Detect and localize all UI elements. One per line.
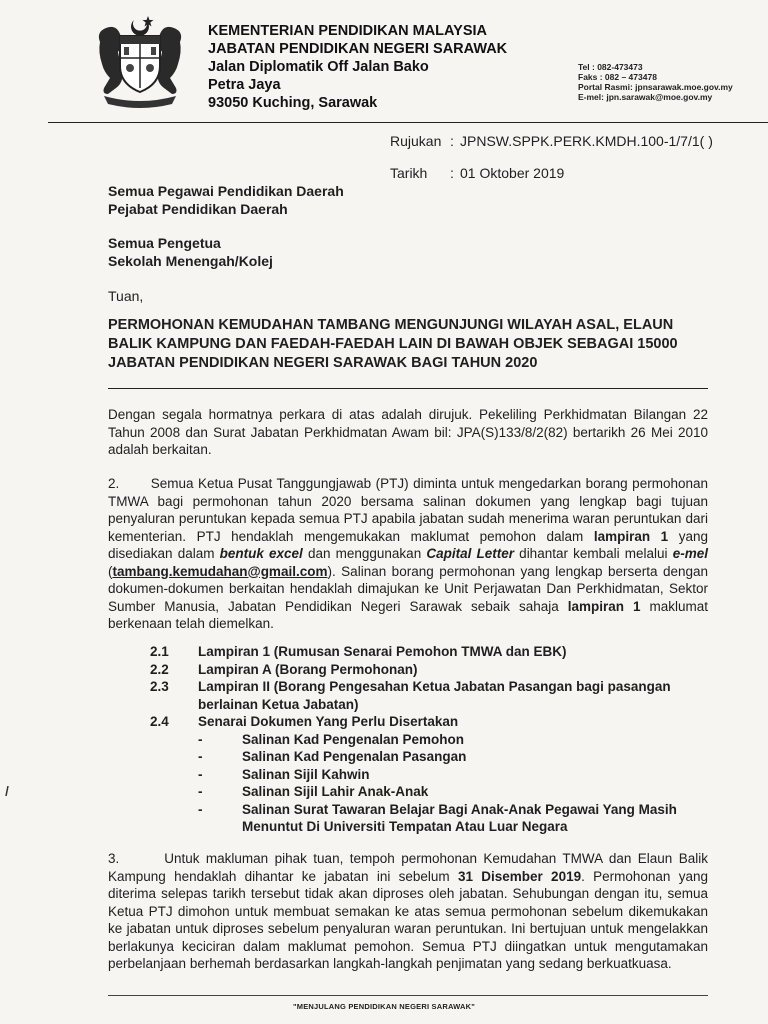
para2-text: maklumat berkenaan telah diemelkan. <box>108 598 708 631</box>
recipient-line: Semua Pegawai Pendidikan Daerah <box>108 183 344 199</box>
para2-text: Semua Ketua Pusat Tanggungjawab (PTJ) diminta untuk mengedarkan borang permohonan TMWA bagi permohonan tahun 2020 bersama salinan dokumen yang lengkap bagi tujuan penyaluran peruntukan kepada semua PTJ apabila jabatan sudah menerima waran peruntukan dari kementerian. PTJ hendaklah mengemukakan maklumat pemohon dalam <box>108 476 708 544</box>
sub-list-item <box>150 783 710 801</box>
subject-line: BALIK KAMPUNG DAN FAEDAH-FAEDAH LAIN DI BAWAH OBJEK SEBAGAI 15000 <box>108 336 678 352</box>
pen-mark-icon <box>4 786 10 796</box>
list-item-number: 2.1 <box>150 644 169 659</box>
malaysia-coat-of-arms-logo <box>90 12 190 112</box>
salutation: Tuan, <box>108 288 144 304</box>
date-colon: : <box>450 165 454 181</box>
sub-list-item <box>150 801 710 836</box>
header-divider <box>48 122 768 123</box>
reference-colon: : <box>450 133 454 149</box>
para3-number: 3. <box>108 851 120 866</box>
sub-list-item-text: Salinan Kad Pengenalan Pemohon <box>242 731 465 747</box>
subject-underline <box>108 388 708 389</box>
contact-fax: Faks : 082 – 473478 <box>578 72 657 82</box>
attachment-list <box>150 643 710 836</box>
date-line <box>390 164 564 182</box>
para2-text: yang disediakan dalam <box>108 528 708 561</box>
para2-bold-lampiran: lampiran 1 <box>593 528 669 544</box>
contact-portal: Portal Rasmi: jpnsarawak.moe.gov.my <box>578 82 733 92</box>
date-value: 01 Oktober 2019 <box>460 165 565 181</box>
recipient-block-1 <box>108 182 344 218</box>
list-item-text: Lampiran A (Borang Permohonan) <box>198 661 418 677</box>
subject-line: JABATAN PENDIDIKAN NEGERI SARAWAK BAGI TAHUN 2020 <box>108 355 538 371</box>
subject-heading <box>108 316 708 373</box>
para2-text: ). Salinan borang permohonan yang lengkap berserta dengan dokumen-dokumen berkaitan hendaklah dimajukan ke Unit Perjawatan Dan Perkhidmatan, Sektor Sumber Manusia, Jabatan Pendidikan Negeri Sarawak sebaik sahaja <box>108 563 708 614</box>
list-item-text: Lampiran 1 (Rumusan Senarai Pemohon TMWA dan EBK) <box>198 644 567 659</box>
recipient-line: Sekolah Menengah/Kolej <box>108 253 273 269</box>
list-item <box>150 713 710 731</box>
recipient-line: Semua Pengetua <box>108 235 221 251</box>
sub-list-item-text: Salinan Surat Tawaran Belajar Bagi Anak-Anak Pegawai Yang Masih Menuntut Di Universiti Tempatan Atau Luar Negara <box>242 801 677 834</box>
list-item-text: Senarai Dokumen Yang Perlu Disertakan <box>198 714 459 729</box>
para2-text: dihantar kembali melalui <box>514 546 673 561</box>
date-label: Tarikh <box>390 165 428 181</box>
email-link[interactable]: tambang.kemudahan@gmail.com <box>112 563 328 579</box>
bullet-dash: - <box>198 784 203 799</box>
org-line-street: Jalan Diplomatik Off Jalan Bako <box>208 59 429 75</box>
paragraph-1: Dengan segala hormatnya perkara di atas adalah dirujuk. Pekeliling Perkhidmatan Bilangan 22 Tahun 2008 dan Surat Jabatan Perkhidmatan Awam bil: JPA(S)133/8/2(82) bertarikh 26 Mei 2010 adalah berkaitan. <box>108 407 708 457</box>
sub-list-item-text: Salinan Sijil Kahwin <box>242 766 370 782</box>
bullet-dash: - <box>198 731 203 747</box>
reference-value: JPNSW.SPPK.PERK.KMDH.100-1/7/1( ) <box>460 133 713 149</box>
para2-bold-excel: bentuk excel <box>219 546 303 561</box>
org-line-ministry: KEMENTERIAN PENDIDIKAN MALAYSIA <box>208 23 488 39</box>
para3-bold-deadline: 31 Disember 2019 <box>457 868 582 884</box>
sub-list-item <box>150 766 710 784</box>
footer-divider <box>108 995 708 996</box>
para2-text: ( <box>108 563 113 579</box>
para2-text: dan menggunakan <box>302 546 427 561</box>
list-item <box>150 678 710 713</box>
contact-tel: Tel : 082-473473 <box>578 62 643 72</box>
footer-motto: "MENJULANG PENDIDIKAN NEGERI SARAWAK" <box>292 1002 476 1011</box>
sub-list-item <box>150 731 710 749</box>
list-item <box>150 661 710 679</box>
subject-line: PERMOHONAN KEMUDAHAN TAMBANG MENGUNJUNGI WILAYAH ASAL, ELAUN <box>108 317 674 333</box>
para3-text: Untuk makluman pihak tuan, tempoh permohonan Kemudahan TMWA dan Elaun Balik Kampung hendaklah dihantar ke jabatan ini sebelum <box>108 851 708 884</box>
para3-text: . Permohonan yang diterima selepas tarikh tersebut tidak akan diproses oleh jabatan. Sehubungan dengan itu, semua Ketua PTJ dimohon untuk membuat semakan ke atas semua permohonan sebelum dikemukakan ke jabatan untuk diproses sebelum penyaluran waran peruntukan. Ini bertujuan untuk mengelakkan berlakunya keciciran dalam maklumat pemohon. Semua PTJ diingatkan untuk mengutamakan perbelanjaan berhemah berdasarkan langkah-langkah penjimatan yang sedang berkuatkuasa. <box>108 868 708 971</box>
bullet-dash: - <box>198 801 203 817</box>
reference-label: Rujukan <box>390 133 442 149</box>
sub-list-item-text: Salinan Kad Pengenalan Pasangan <box>242 749 467 764</box>
bullet-dash: - <box>198 749 203 764</box>
org-line-department: JABATAN PENDIDIKAN NEGERI SARAWAK <box>208 41 508 57</box>
para2-bold-lampiran: lampiran 1 <box>567 598 641 614</box>
contact-block <box>578 62 733 102</box>
recipient-line: Pejabat Pendidikan Daerah <box>108 201 288 217</box>
list-item-number: 2.2 <box>150 661 169 677</box>
org-line-area: Petra Jaya <box>208 77 281 93</box>
sub-list-item-text: Salinan Sijil Lahir Anak-Anak <box>242 784 429 799</box>
reference-line <box>390 132 713 150</box>
list-item <box>150 643 710 661</box>
list-item-number: 2.3 <box>150 679 169 694</box>
paragraph-3 <box>108 850 708 973</box>
organisation-header <box>208 22 507 112</box>
org-line-postcode: 93050 Kuching, Sarawak <box>208 95 378 111</box>
para2-bold-capital: Capital Letter <box>426 546 515 561</box>
sub-list-item <box>150 748 710 766</box>
list-item-number: 2.4 <box>150 714 169 729</box>
para2-number: 2. <box>108 476 120 491</box>
bullet-dash: - <box>198 766 203 782</box>
contact-email: E-mel: jpn.sarawak@moe.gov.my <box>578 92 713 102</box>
recipient-block-2 <box>108 234 273 270</box>
paragraph-2 <box>108 475 708 633</box>
para2-bold-email-label: e-mel <box>672 546 708 561</box>
list-item-text: Lampiran II (Borang Pengesahan Ketua Jabatan Pasangan bagi pasangan berlainan Ketua Jabatan) <box>198 679 671 712</box>
